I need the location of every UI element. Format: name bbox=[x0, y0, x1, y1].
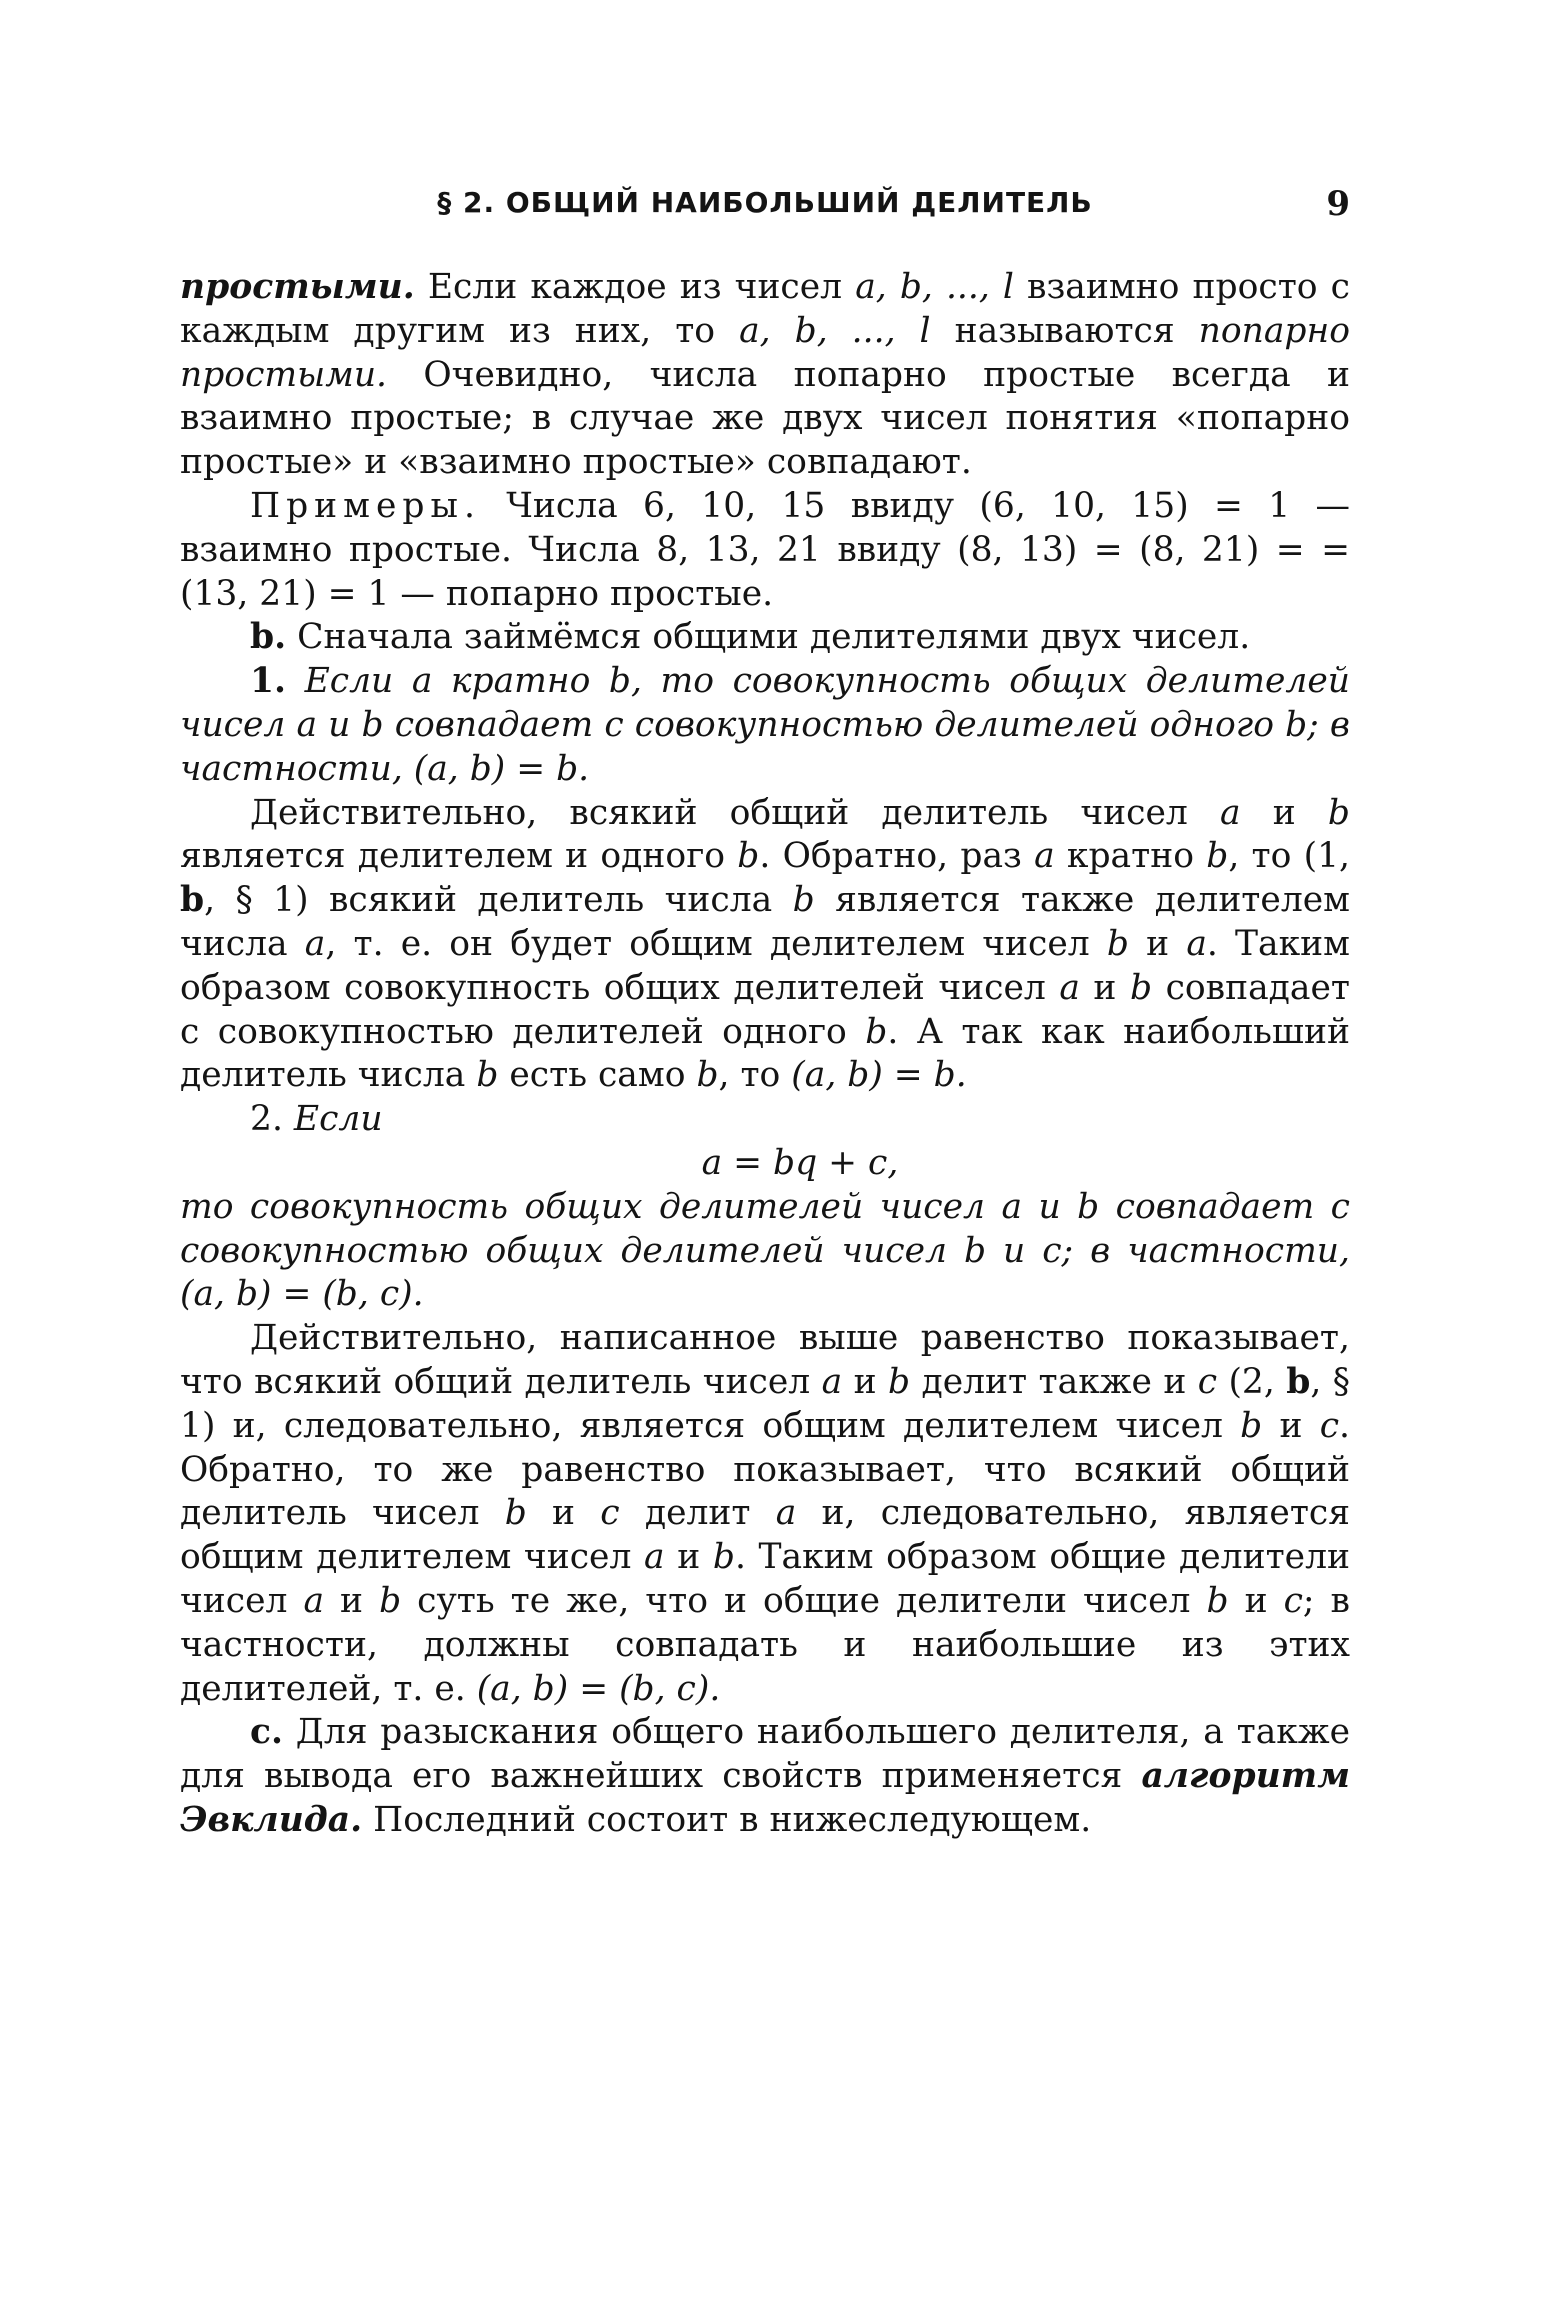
theorem-number: 1. bbox=[250, 661, 287, 702]
paragraph-examples: Примеры. Числа 6, 10, 15 ввиду (6, 10, 15) = 1 — взаимно простые. Числа 8, 13, 21 ввиду (8, 13) = (8, 21) = = (13, 21) = 1 — попарно простые. bbox=[180, 485, 1350, 614]
section-title: § 2. ОБЩИЙ НАИБОЛЬШИЙ ДЕЛИТЕЛЬ bbox=[437, 186, 1093, 219]
term-euclid-algorithm: алгоритм Эвклида. bbox=[180, 1756, 1350, 1840]
theorem-2-statement: то совокупность общих делителей чисел a и b совпадает с совокупностью общих делителей чисел b и c; в частности, (a, b) = (b, c). bbox=[180, 1186, 1350, 1315]
proof-1: Действительно, всякий общий делитель чисел a и b является делителем и одного b. Обратно, раз a кратно b, то (1, b, § 1) всякий делитель числа b является также делителем числа a, т. е. он будет общим делителем чисел b и a. Таким образом совокупность общих делителей чисел a и b совпадает с совокупностью делителей одного b. А так как наибольший делитель числа b есть само b, то (a, b) = b. bbox=[180, 792, 1351, 1096]
theorem-2-intro: 2. Если bbox=[250, 1099, 383, 1140]
paragraph-c: c. Для разыскания общего наибольшего делителя, а также для вывода его важнейших свойств применяется алгоритм Эвклида. Последний состоит в нижеследующем. bbox=[180, 1712, 1350, 1840]
theorem-1: 1. Если a кратно b, то совокупность общих делителей чисел a и b совпадает с совокупностью делителей одного b; в частности, (a, b) = b. bbox=[180, 661, 1350, 789]
term-coprime: простыми. bbox=[180, 267, 415, 307]
item-label-b: b. bbox=[250, 617, 287, 658]
examples-label: Примеры. bbox=[250, 485, 481, 526]
theorem-number: 2. bbox=[250, 1099, 283, 1140]
paragraph-b: b. Сначала займёмся общими делителями двух чисел. bbox=[250, 617, 1251, 658]
term-pairwise-coprime: попарно простыми. bbox=[180, 310, 1350, 395]
paragraph-pairwise-coprime: простыми. Если каждое из чисел a, b, ..., l взаимно просто с каждым другим из них, то a, b, ..., l называются попарно простыми. Очевидно, числа попарно простые всегда и взаимно простые; в случае же двух чисел понятия «попарно простые» и «взаимно простые» совпадают. bbox=[180, 267, 1350, 483]
page-body bbox=[180, 266, 1350, 1843]
formula-division: a = bq + c, bbox=[701, 1142, 899, 1183]
running-header bbox=[180, 186, 1350, 232]
page-number: 9 bbox=[1326, 184, 1350, 224]
item-label-c: c. bbox=[250, 1712, 284, 1753]
proof-2: Действительно, написанное выше равенство показывает, что всякий общий делитель чисел a и b делит также и c (2, b, § 1) и, следовательно, является общим делителем чисел b и c. Обратно, то же равенство показывает, что всякий общий делитель чисел b и c делит a и, следовательно, является общим делителем чисел a и b. Таким образом общие делители чисел a и b суть те же, что и общие делители чисел b и c; в частности, должны совпадать и наибольшие из этих делителей, т. е. (a, b) = (b, c). bbox=[180, 1318, 1351, 1709]
